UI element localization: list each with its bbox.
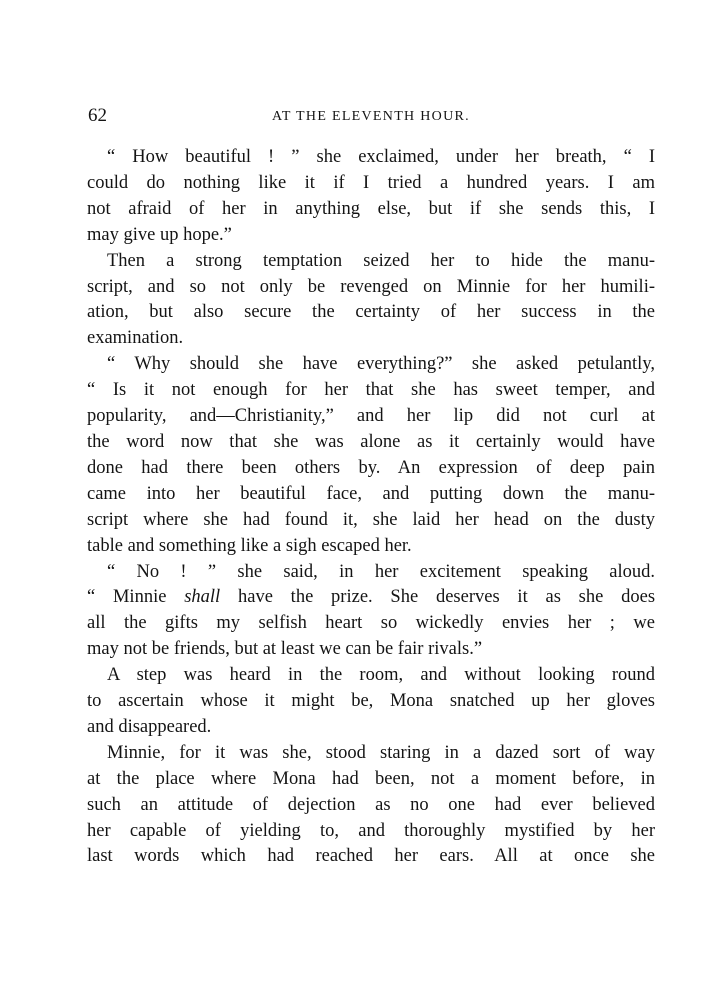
text-line: “ Why should she have everything?” she asked petulantly, xyxy=(107,354,655,375)
text-fragment: “ Minnie xyxy=(87,587,167,608)
text-line: to ascertain whose it might be, Mona snatched up her gloves xyxy=(87,691,655,712)
page-number: 62 xyxy=(88,105,107,126)
text-line: her capable of yielding to, and thoroughly mystified by her xyxy=(87,820,655,841)
text-line: Minnie, for it was she, stood staring in a dazed sort of way xyxy=(107,742,655,763)
text-line: at the place where Mona had been, not a moment before, in xyxy=(87,768,655,789)
text-line: ation, but also secure the certainty of her success in the xyxy=(87,302,655,323)
text-fragment: have the prize. She deserves it as she does xyxy=(237,587,656,608)
paragraph-1 xyxy=(87,145,655,249)
text-line: “ No ! ” she said, in her excitement speaking aloud. xyxy=(107,561,655,582)
text-line: all the gifts my selfish heart so wickedly envies her ; we xyxy=(87,613,655,634)
text-line: may give up hope.” xyxy=(87,224,232,245)
text-line: could do nothing like it if I tried a hundred years. I am xyxy=(87,172,655,193)
emphasis-text: shall xyxy=(184,587,221,608)
running-head: AT THE ELEVENTH HOUR. xyxy=(272,109,470,124)
text-line: may not be friends, but at least we can be fair rivals.” xyxy=(87,639,483,660)
text-line: such an attitude of dejection as no one had ever believed xyxy=(87,794,655,815)
text-line: Then a strong temptation seized her to hide the manu- xyxy=(107,250,655,271)
text-line: the word now that she was alone as it certainly would have xyxy=(87,431,655,452)
text-line: examination. xyxy=(87,328,184,349)
body-text xyxy=(87,145,655,870)
paragraph-2 xyxy=(87,249,655,353)
paragraph-4 xyxy=(87,560,655,664)
text-line: came into her beautiful face, and putting down the manu- xyxy=(87,483,655,504)
text-line: and disappeared. xyxy=(87,716,212,737)
paragraph-3 xyxy=(87,352,655,559)
text-line: script, and so not only be revenged on Minnie for her humili- xyxy=(87,276,655,297)
text-line: A step was heard in the room, and without looking round xyxy=(107,665,655,686)
page-header xyxy=(86,100,656,130)
text-line: table and something like a sigh escaped her. xyxy=(87,535,412,556)
text-line: script where she had found it, she laid her head on the dusty xyxy=(87,509,655,530)
text-line: “ Is it not enough for her that she has sweet temper, and xyxy=(87,380,655,401)
text-line: not afraid of her in anything else, but if she sends this, I xyxy=(87,198,655,219)
text-line: popularity, and—Christianity,” and her lip did not curl at xyxy=(87,406,655,427)
text-line: done had there been others by. An expression of deep pain xyxy=(87,457,655,478)
text-line: “ How beautiful ! ” she exclaimed, under her breath, “ I xyxy=(107,147,655,167)
text-line xyxy=(87,585,655,611)
text-line: last words which had reached her ears. All at once she xyxy=(87,846,655,867)
paragraph-5 xyxy=(87,663,655,741)
paragraph-6 xyxy=(87,741,655,871)
